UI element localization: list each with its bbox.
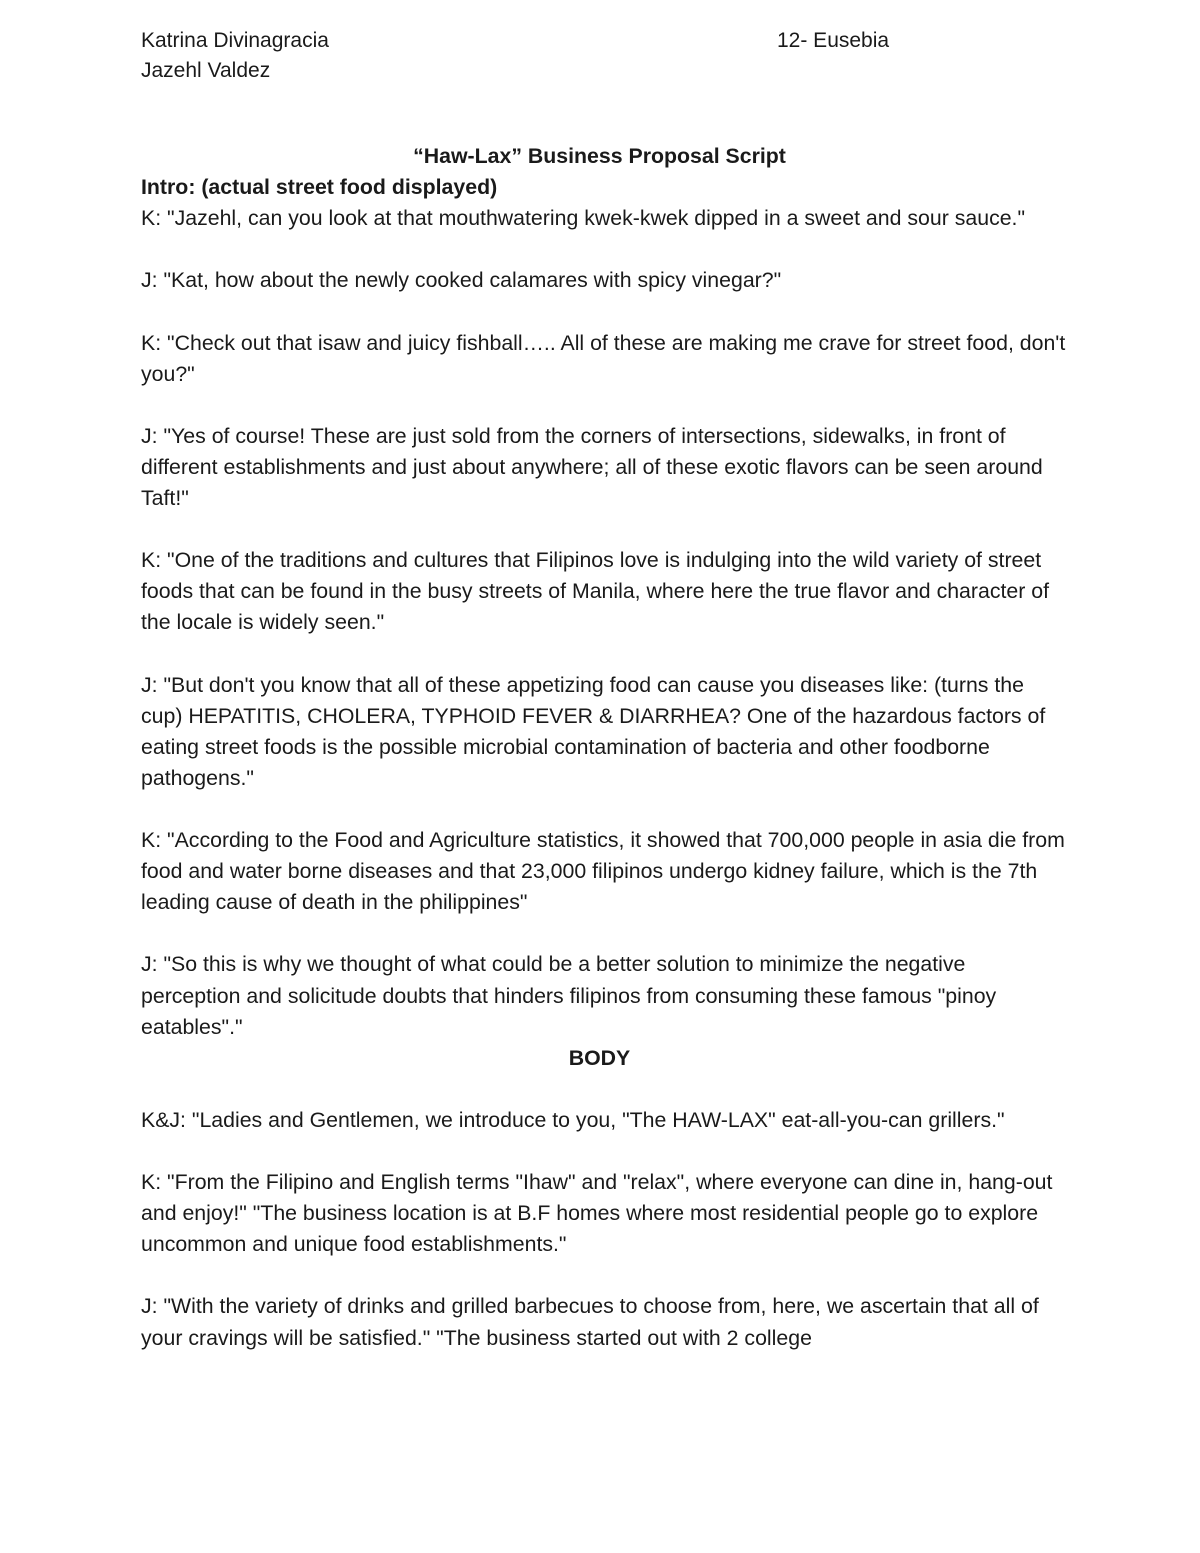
author-name-1: Katrina Divinagracia — [141, 29, 329, 52]
script-line: J: "Kat, how about the newly cooked calamares with spicy vinegar?" — [141, 268, 782, 293]
section-label: 12- Eusebia — [777, 29, 890, 52]
body-heading: BODY — [568, 1045, 631, 1070]
script-line: K: "Check out that isaw and juicy fishball….. All of these are making me crave for street food, don't you?" — [141, 330, 1066, 386]
script-line: K: "Jazehl, can you look at that mouthwatering kwek-kwek dipped in a sweet and sour sauce." — [141, 206, 1026, 231]
intro-heading: Intro: (actual street food displayed) — [141, 175, 498, 200]
script-line: K: "From the Filipino and English terms "Ihaw" and "relax", where everyone can dine in, hang-out and enjoy!" "The business location is at B.F homes where most residential people go to explore uncommon and unique food establishments." — [141, 1170, 1053, 1257]
script-line: J: "Yes of course! These are just sold from the corners of intersections, sidewalks, in front of different establishments and just about anywhere; all of these exotic flavors can be seen around Taft!" — [141, 423, 1043, 511]
author-name-2: Jazehl Valdez — [141, 59, 271, 82]
document-body — [141, 141, 1066, 1354]
script-line: J: "With the variety of drinks and grilled barbecues to choose from, here, we ascertain that all of your cravings will be satisfied." "The business started out with 2 college — [141, 1294, 1039, 1350]
document-title: “Haw-Lax” Business Proposal Script — [413, 144, 786, 168]
script-line: K&J: "Ladies and Gentlemen, we introduce to you, "The HAW-LAX" eat-all-you-can grillers." — [141, 1107, 1005, 1132]
script-line: J: "But don't you know that all of these appetizing food can cause you diseases like: (turns the cup) HEPATITIS, CHOLERA, TYPHOID FEVER & DIARRHEA? One of the hazardous factors of eating street foods is the possible microbial contamination of bacteria and other foodborne pathogens." — [141, 672, 1046, 790]
script-line: J: "So this is why we thought of what could be a better solution to minimize the negative perception and solicitude doubts that hinders filipinos from consuming these famous "pinoy eatables"." — [141, 952, 997, 1039]
script-line: K: "According to the Food and Agriculture statistics, it showed that 700,000 people in asia die from food and water borne diseases and that 23,000 filipinos undergo kidney failure, which is the 7th leading cause of death in the philippines" — [141, 828, 1065, 915]
script-line: K: "One of the traditions and cultures that Filipinos love is indulging into the wild variety of street foods that can be found in the busy streets of Manila, where here the true flavor and character of the locale is widely seen." — [141, 548, 1050, 635]
